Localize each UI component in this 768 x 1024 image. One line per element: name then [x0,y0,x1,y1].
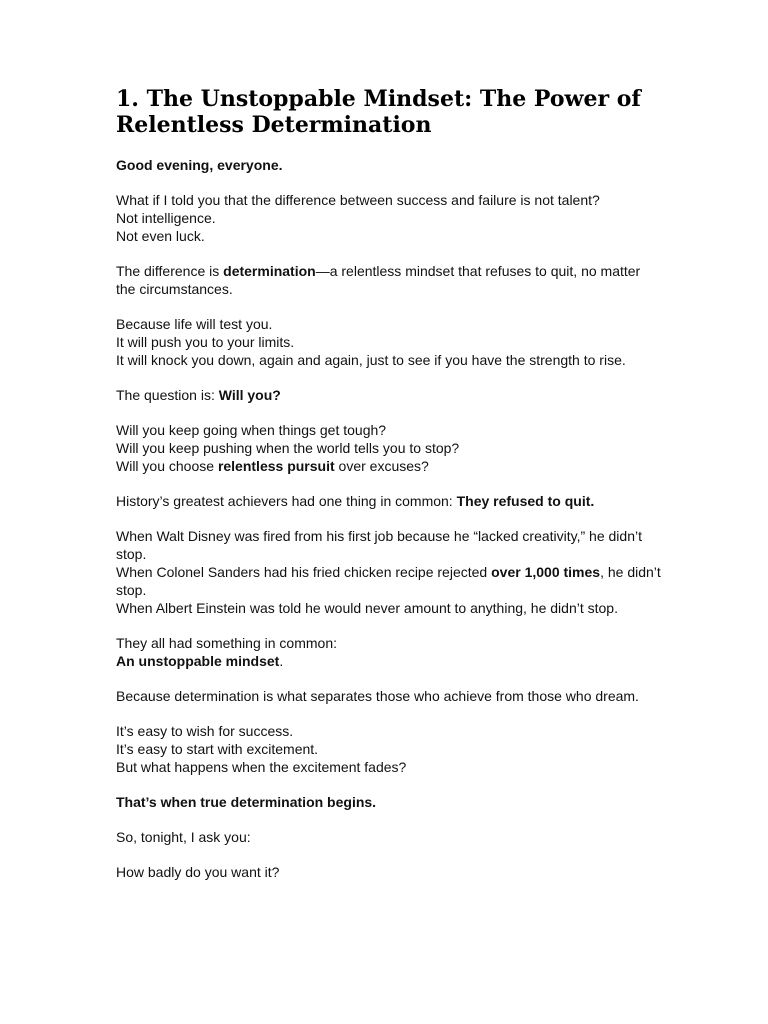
text-line: When Walt Disney was fired from his first job because he “lacked creativity,” he didn’t stop. [116,528,642,562]
text-line: Not even luck. [116,228,205,244]
paragraph-separates: Because determination is what separates those who achieve from those who dream. [116,688,639,704]
paragraph-easy [116,722,661,776]
text-line: They all had something in common: [116,635,337,651]
paragraph-question [116,386,661,404]
paragraph-common [116,634,661,670]
text-run: —a relentless mindset that refuses to quit, no matter the circumstances. [116,263,641,297]
text-run: The difference is [116,263,224,279]
text-line: Because life will test you. [116,316,273,332]
text-run: The question is: [116,387,219,403]
text-run: Will you choose [116,458,218,474]
greeting: Good evening, everyone. [116,157,283,173]
text-run: When Colonel Sanders had his fried chicken recipe rejected [116,564,492,580]
text-run: , he didn’t stop. [116,564,661,598]
paragraph-life-test [116,315,661,369]
paragraph-examples [116,527,661,617]
text-line: But what happens when the excitement fades? [116,759,407,775]
paragraph-tonight: So, tonight, I ask you: [116,829,251,845]
text-line: It will knock you down, again and again, just to see if you have the strength to rise. [116,352,626,368]
bold-text: over 1,000 times [491,564,601,580]
paragraph-history [116,492,661,510]
text-line: It will push you to your limits. [116,334,295,350]
document-title: 1. The Unstoppable Mindset: The Power of Relentless Determination [116,86,641,138]
text-run: over excuses? [334,458,429,474]
text-run: History’s greatest achievers had one thing in common: [116,493,457,509]
document-body [116,86,661,898]
bold-text: determination [223,263,316,279]
bold-text: They refused to quit. [456,493,595,509]
text-line: It’s easy to start with excitement. [116,741,319,757]
text-run: . [279,653,284,669]
text-line: Not intelligence. [116,210,216,226]
paragraph-talent [116,191,661,245]
bold-text: An unstoppable mindset [116,653,280,669]
text-line: It’s easy to wish for success. [116,723,294,739]
text-line: Will you keep pushing when the world tells you to stop? [116,440,460,456]
paragraph-true-determination: That’s when true determination begins. [116,794,377,810]
text-line [116,652,661,670]
paragraph-determination [116,262,661,298]
text-line: Will you keep going when things get tough? [116,422,387,438]
text-line [116,457,661,475]
text-line [116,563,661,599]
bold-text: Will you? [218,387,281,403]
paragraph-will-you [116,421,661,475]
bold-text: relentless pursuit [217,458,335,474]
text-line: What if I told you that the difference between success and failure is not talent? [116,192,600,208]
text-line: When Albert Einstein was told he would never amount to anything, he didn’t stop. [116,600,618,616]
paragraph-how-badly: How badly do you want it? [116,864,280,880]
